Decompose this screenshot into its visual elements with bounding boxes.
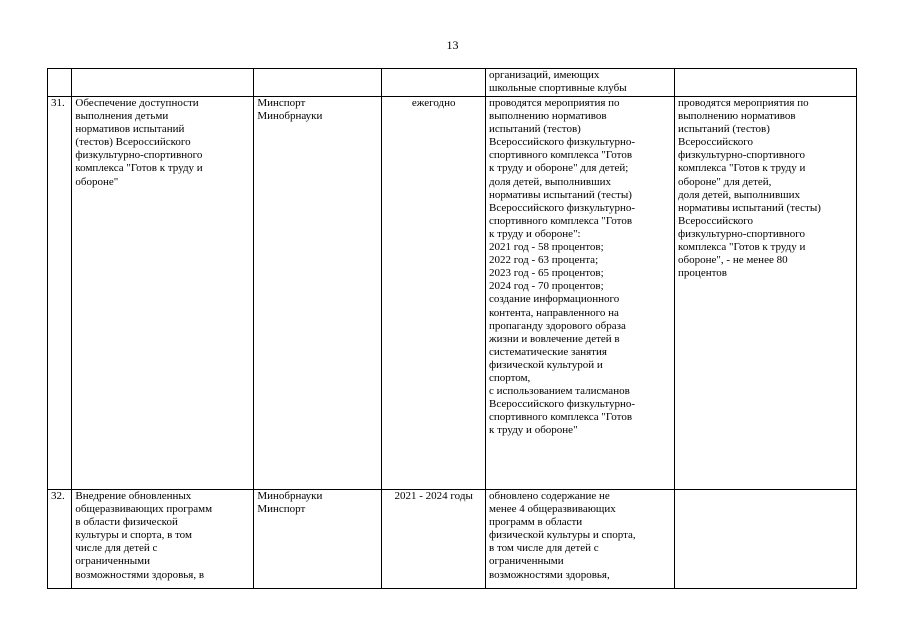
cell-text-line: 2024 год - 70 процентов; — [489, 280, 604, 293]
cell-text-line: ограниченными — [489, 555, 564, 568]
cell-text-line: пропаганду здорового образа — [489, 319, 626, 332]
cell-text-line: комплекса "Готов к труду и — [678, 241, 806, 254]
cell-result — [675, 69, 857, 97]
cell-result — [675, 97, 857, 490]
cell-term: ежегодно — [382, 97, 486, 490]
cell-text-line: нормативы испытаний (тесты) — [678, 201, 821, 214]
cell-term: 2021 - 2024 годы — [382, 490, 486, 589]
table-row — [48, 490, 857, 589]
cell-text-line: Всероссийского — [678, 136, 754, 149]
cell-text-line: Минобрнауки — [257, 110, 323, 123]
cell-text-line: выполнению нормативов — [489, 110, 607, 123]
cell-term — [382, 69, 486, 97]
cell-text-line: спортивного комплекса "Готов — [489, 214, 633, 227]
cell-indicators — [486, 69, 675, 97]
cell-number: 32. — [48, 490, 72, 589]
cell-text-line: нормативов испытаний — [75, 123, 185, 136]
cell-text-line: в области физической — [75, 516, 178, 529]
cell-text-line: к труду и обороне" для детей; — [489, 162, 629, 175]
table-row — [48, 97, 857, 490]
cell-text-line: обороне" — [75, 175, 119, 188]
cell-text-line: физической культуры и спорта, — [489, 529, 636, 542]
cell-activity — [72, 97, 254, 490]
cell-number: 31. — [48, 97, 72, 490]
cell-text-line: спортивного комплекса "Готов — [489, 411, 633, 424]
cell-text-line: комплекса "Готов к труду и — [75, 162, 203, 175]
cell-indicators — [486, 490, 675, 589]
cell-text-line: проводятся мероприятия по — [678, 97, 809, 109]
cell-result — [675, 490, 857, 589]
page-number: 13 — [446, 38, 459, 52]
cell-text-line: физической культурой и — [489, 358, 603, 371]
cell-text-line: доля детей, выполнивших — [678, 188, 800, 201]
cell-text-line: доля детей, выполнивших — [489, 175, 611, 188]
cell-text-line: общеразвивающих программ — [75, 503, 213, 516]
cell-text-line: создание информационного — [489, 293, 620, 306]
cell-text-line: возможностями здоровья, — [489, 568, 610, 581]
cell-text-line: испытаний (тестов) — [678, 123, 770, 136]
cell-number — [48, 69, 72, 97]
cell-text-line: 2021 год - 58 процентов; — [489, 241, 604, 254]
cell-text-line: ограниченными — [75, 555, 150, 568]
cell-text-line: возможностями здоровья, в — [75, 568, 205, 581]
cell-text-line: школьные спортивные клубы — [489, 82, 627, 95]
cell-text-line: к труду и обороне": — [489, 227, 581, 240]
cell-text-line: в том числе для детей с — [489, 542, 599, 555]
cell-text-line: испытаний (тестов) — [489, 123, 581, 136]
cell-text-line: (тестов) Всероссийского — [75, 136, 191, 149]
cell-text-line: 2022 год - 63 процента; — [489, 254, 599, 267]
cell-text-line: систематические занятия — [489, 345, 607, 358]
cell-text-line: менее 4 общеразвивающих — [489, 503, 616, 516]
cell-text-line: Внедрение обновленных — [75, 490, 192, 502]
cell-text-line: культуры и спорта, в том — [75, 529, 192, 542]
cell-text-line: обороне", - не менее 80 — [678, 254, 788, 267]
cell-text-line: выполнения детьми — [75, 110, 169, 123]
cell-executors — [254, 97, 382, 490]
cell-text-line: физкультурно-спортивного — [678, 227, 806, 240]
cell-text-line: Минобрнауки — [257, 490, 323, 502]
cell-text-line: процентов — [678, 267, 727, 280]
measures-table — [47, 68, 857, 589]
cell-text-line: спортивного комплекса "Готов — [489, 149, 633, 162]
cell-text-line: организаций, имеющих — [489, 69, 600, 81]
cell-executors — [254, 69, 382, 97]
cell-text-line: Всероссийского физкультурно- — [489, 136, 636, 149]
cell-text-line: физкультурно-спортивного — [75, 149, 203, 162]
cell-text-line: контента, направленного на — [489, 306, 619, 319]
cell-text-line: Всероссийского — [678, 214, 754, 227]
cell-activity — [72, 490, 254, 589]
cell-text-line: Всероссийского физкультурно- — [489, 201, 636, 214]
cell-text-line: Обеспечение доступности — [75, 97, 199, 109]
cell-text-line: комплекса "Готов к труду и — [678, 162, 806, 175]
cell-text-line: обороне" для детей, — [678, 175, 772, 188]
cell-text-line: спортом, — [489, 371, 531, 384]
cell-text-line: 2023 год - 65 процентов; — [489, 267, 604, 280]
cell-text-line: Минспорт — [257, 97, 306, 109]
cell-text-line: жизни и вовлечение детей в — [489, 332, 620, 345]
cell-text-line: выполнению нормативов — [678, 110, 796, 123]
cell-text-line: программ в области — [489, 516, 583, 529]
cell-text-line: физкультурно-спортивного — [678, 149, 806, 162]
cell-indicators — [486, 97, 675, 490]
cell-text-line: Всероссийского физкультурно- — [489, 398, 636, 411]
table-row — [48, 69, 857, 97]
cell-executors — [254, 490, 382, 589]
cell-text-line: нормативы испытаний (тесты) — [489, 188, 632, 201]
cell-activity — [72, 69, 254, 97]
cell-text-line: проводятся мероприятия по — [489, 97, 620, 109]
cell-text-line: с использованием талисманов — [489, 385, 630, 398]
cell-text-line: числе для детей с — [75, 542, 158, 555]
cell-text-line: обновлено содержание не — [489, 490, 610, 502]
cell-text-line: к труду и обороне" — [489, 424, 578, 437]
cell-text-line: Минспорт — [257, 503, 306, 516]
